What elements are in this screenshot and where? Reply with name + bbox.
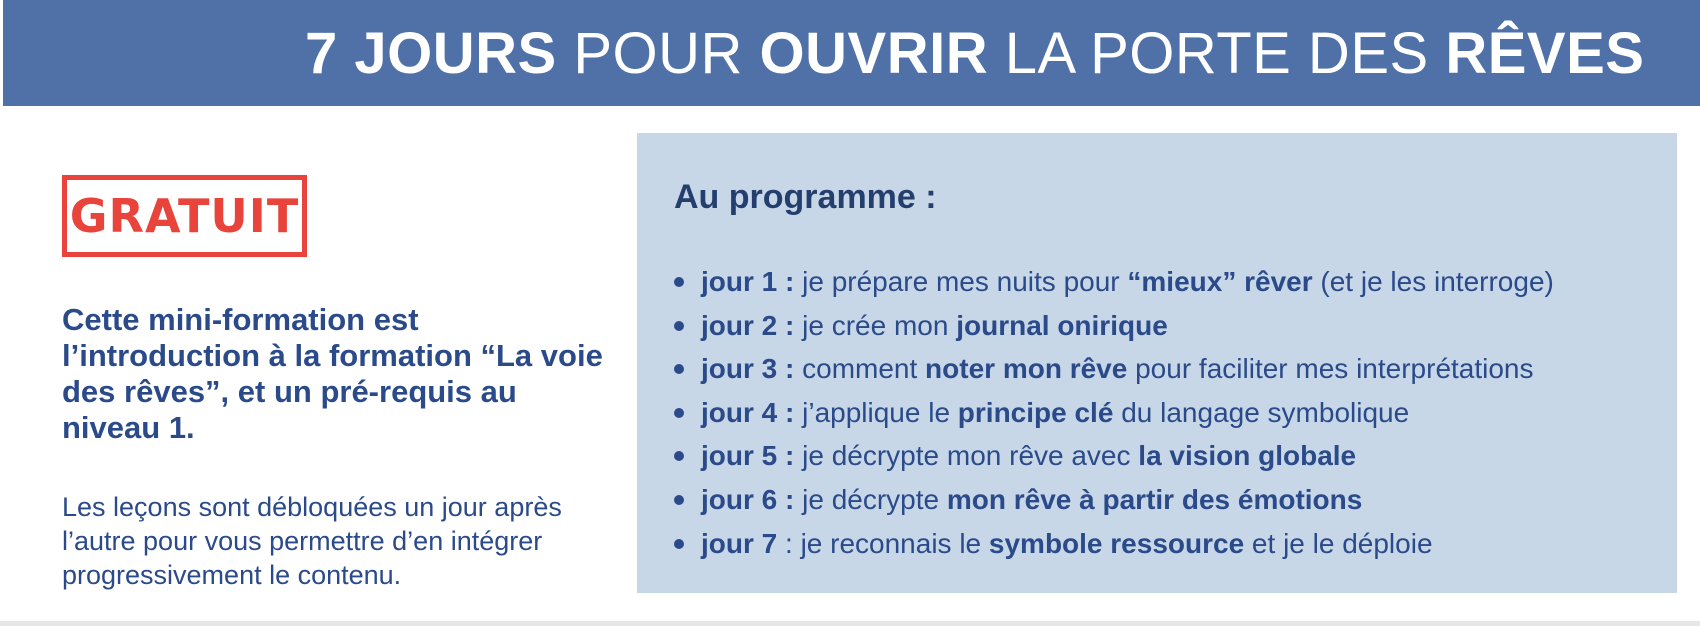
item-highlight: journal onirique	[956, 309, 1168, 341]
day-label: jour 1 :	[701, 266, 795, 297]
item-text-end: pour faciliter mes interprétations	[1127, 353, 1534, 385]
day-label: jour 5 :	[701, 440, 795, 472]
free-badge: GRATUIT	[62, 175, 307, 257]
bullet-icon	[674, 364, 684, 374]
item-text-end: (et je les interroge)	[1312, 266, 1554, 297]
title-banner	[3, 0, 1700, 106]
day-label: jour 2 :	[701, 309, 795, 341]
bullet-icon	[674, 539, 684, 549]
program-item-day-3	[673, 347, 1554, 391]
title-part-5: RÊVES	[1445, 21, 1645, 86]
title-part-2: POUR	[556, 21, 760, 86]
item-highlight: symbole ressource	[988, 527, 1245, 559]
item-text-end: et je le déploie	[1244, 527, 1433, 559]
item-text: je crée mon	[794, 309, 957, 341]
program-item-day-7	[673, 522, 1554, 566]
day-label: jour 7	[701, 527, 778, 559]
item-highlight: principe clé	[957, 396, 1114, 428]
item-text: comment	[794, 353, 926, 385]
program-list	[673, 260, 1554, 565]
program-item-day-1	[673, 260, 1554, 304]
bullet-icon	[674, 408, 684, 418]
day-label: jour 3 :	[701, 353, 795, 385]
item-highlight: “mieux” rêver	[1127, 266, 1313, 297]
program-item-day-2	[673, 304, 1554, 348]
item-text: je décrypte	[794, 483, 947, 515]
bottom-divider	[0, 621, 1700, 626]
program-item-day-5	[673, 434, 1554, 478]
item-highlight: mon rêve à partir des émotions	[946, 483, 1363, 515]
item-text-end: du langage symbolique	[1113, 396, 1410, 428]
lessons-note: Les leçons sont débloquées un jour après l’autre pour vous permettre d’en intégrer progressivement le contenu.	[62, 492, 562, 590]
bullet-icon	[674, 321, 684, 331]
title-part-4: LA PORTE DES	[988, 21, 1446, 86]
item-text: je décrypte mon rêve avec	[794, 440, 1139, 472]
intro-text: Cette mini-formation est l’introduction à la formation “La voie des rêves”, et un pré-requis au niveau 1.	[62, 302, 603, 445]
bullet-icon	[674, 495, 684, 505]
title-part-3: OUVRIR	[759, 21, 989, 86]
bullet-icon	[674, 451, 684, 461]
program-panel	[637, 133, 1677, 593]
program-title: Au programme :	[674, 178, 937, 216]
item-text: j’applique le	[794, 396, 958, 428]
program-item-day-6	[673, 478, 1554, 522]
bullet-icon	[674, 277, 684, 287]
day-label: jour 4 :	[701, 396, 795, 428]
item-text: : je reconnais le	[777, 527, 989, 559]
item-highlight: la vision globale	[1138, 440, 1357, 472]
page-title	[305, 22, 1644, 86]
title-part-1: 7 JOURS	[305, 21, 557, 86]
item-highlight: noter mon rêve	[925, 353, 1128, 385]
item-text: je prépare mes nuits pour	[794, 266, 1128, 297]
day-label: jour 6 :	[701, 483, 795, 515]
program-item-day-4	[673, 391, 1554, 435]
